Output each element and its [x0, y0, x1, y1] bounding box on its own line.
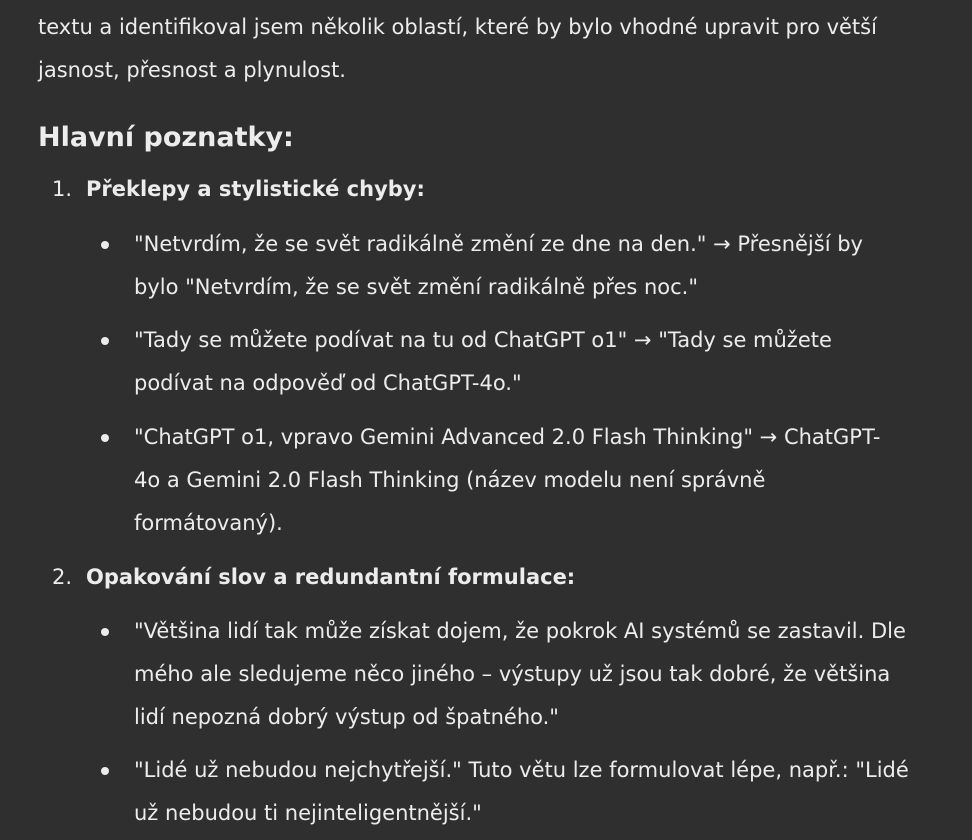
list-item: "Tady se můžete podívat na tu od ChatGPT o1" → "Tady se můžete podívat na odpověď od ChatGPT-4o.": [134, 328, 832, 395]
bullet-dot-icon: [101, 241, 109, 249]
list-number: 2.: [52, 565, 73, 589]
bullet-dot-icon: [101, 434, 109, 442]
list-item: "Lidé už nebudou nejchytřejší." Tuto větu lze formulovat lépe, např.: "Lidé už nebudou ti nejinteligentnější.": [134, 758, 909, 825]
bullet-dot-icon: [101, 767, 109, 775]
section-heading: Hlavní poznatky:: [38, 122, 294, 153]
list-item: "Většina lidí tak může získat dojem, že pokrok AI systémů se zastavil. Dle mého ale sledujeme něco jiného – výstupy už jsou tak dobré, že většina lidí nepozná dobrý výstup od špatného.": [134, 619, 906, 729]
list-number: 1.: [52, 177, 73, 201]
list-item-title: Opakování slov a redundantní formulace:: [86, 565, 576, 589]
list-item: "Netvrdím, že se svět radikálně změní ze dne na den." → Přesnější by bylo "Netvrdím, že se svět změní radikálně přes noc.": [134, 232, 863, 299]
list-item-title: Překlepy a stylistické chyby:: [86, 177, 425, 201]
bullet-dot-icon: [101, 337, 109, 345]
list-item: "ChatGPT o1, vpravo Gemini Advanced 2.0 Flash Thinking" → ChatGPT-4o a Gemini 2.0 Flash Thinking (název modelu není správně formátovaný).: [134, 425, 881, 535]
bullet-dot-icon: [101, 628, 109, 636]
intro-paragraph: textu a identifikoval jsem několik oblastí, které by bylo vhodné upravit pro větší jasnost, přesnost a plynulost.: [38, 15, 877, 82]
